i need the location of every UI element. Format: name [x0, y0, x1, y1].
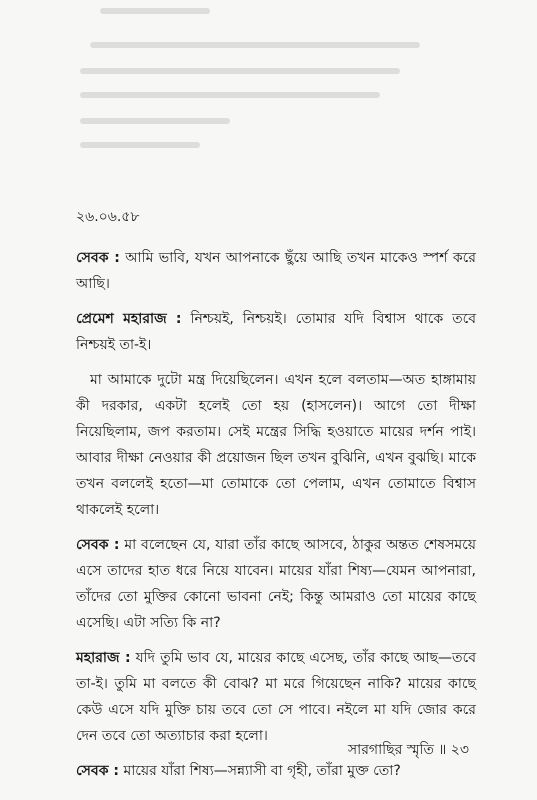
- entry-date: ২৬.০৬.৫৮: [76, 209, 140, 225]
- dialogue-text: মা বলেছেন যে, যারা তাঁর কাছে আসবে, ঠাকুর অন্তত শেষসময়ে এসে তাদের হাত ধরে নিয়ে যাবেন। মায়ের যাঁরা শিষ্য—যেমন আপনারা, তাঁদের তো মুক্তির কোনো ভাবনা নেই; কিন্তু আমরাও তো মায়ের কাছে এসেছি। এটা সত্যি কি না?: [76, 537, 476, 631]
- dialogue-text: মা আমাকে দুটো মন্ত্র দিয়েছিলেন। এখন হলে বলতাম—অত হাঙ্গামায় কী দরকার, একটা হলেই তো হয় (হাসলেন)। আগে তো দীক্ষা নিয়েছিলাম, জপ করতাম। সেই মন্ত্রের সিদ্ধি হওয়াতে মায়ের দর্শন পাই। আবার দীক্ষা নেওয়ার কী প্রয়োজন ছিল তখন বুঝিনি, এখন বুঝছি। মাকে তখন বললেই হতো—মা তোমাকে তো পেলাম, এখন তোমাতে বিশ্বাস থাকলেই হলো।: [76, 372, 476, 518]
- speaker-label: মহারাজ :: [76, 650, 131, 666]
- dialogue-text: আমি ভাবি, যখন আপনাকে ছুঁয়ে আছি তখন মাকেও স্পর্শ করে আছি।: [76, 250, 477, 292]
- dialogue-text: যদি তুমি ভাব যে, মায়ের কাছে এসেছ, তাঁর কাছে আছ—তবে তা-ই। তুমি মা বলতে কী বোঝ? মা মরে গিয়েছেন নাকি? মায়ের কাছে কেউ এসে যদি মুক্তি চায় তবে তো সে পাবে। নইলে মা যদি জোর করে দেন তবে তো অত্যাচার করা হলো।: [76, 650, 476, 744]
- dialogue-paragraph: [76, 245, 476, 297]
- dialogue-paragraph: [76, 645, 476, 749]
- show-through-text: [60, 0, 440, 170]
- speaker-label: প্রেমেশ মহারাজ :: [76, 311, 182, 327]
- page-body: [76, 205, 476, 793]
- speaker-label: সেবক :: [76, 537, 120, 553]
- dialogue-text: মায়ের যাঁরা শিষ্য—সন্ন্যাসী বা গৃহী, তাঁরা মুক্ত তো?: [123, 763, 401, 779]
- dialogue-paragraph: [76, 367, 476, 523]
- dialogue-paragraph: [76, 306, 476, 358]
- dialogue-text: নিশ্চয়ই, নিশ্চয়ই। তোমার যদি বিশ্বাস থাকে তবে নিশ্চয়ই তা-ই।: [76, 311, 477, 353]
- page-footer: সারগাছির স্মৃতি ॥ ২৩: [347, 742, 469, 758]
- dialogue-paragraph: [76, 532, 476, 636]
- speaker-label: সেবক :: [76, 763, 119, 779]
- speaker-label: সেবক :: [76, 250, 120, 266]
